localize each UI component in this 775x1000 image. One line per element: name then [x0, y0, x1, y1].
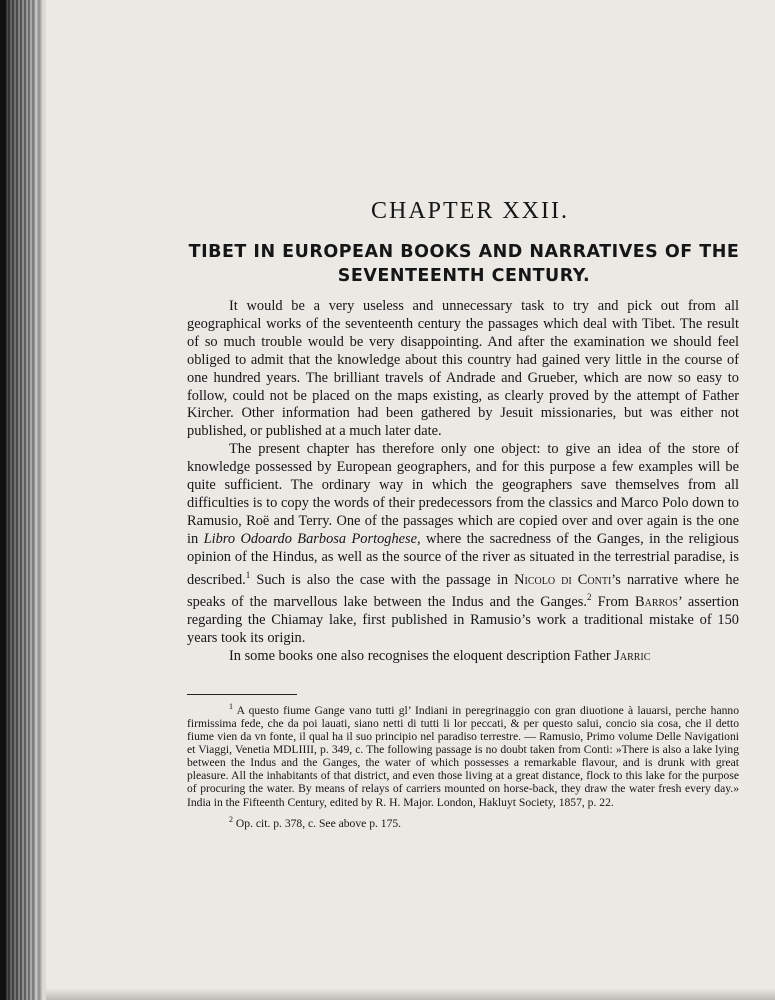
book-page-edges — [0, 0, 46, 1000]
footnote-1-marker: 1 — [229, 702, 233, 711]
body-text — [187, 298, 739, 666]
paragraph-2-text: , where the sacredness of the Ganges, in the religious opinion of the Hindus, as well as the source of the river as situated in the terrestrial paradise, is described. — [187, 530, 740, 588]
footnote-2-text: Op. cit. p. 378, c. See above p. 175. — [233, 816, 402, 830]
footnote-2-marker: 2 — [229, 814, 233, 824]
paragraph-2-text: From — [591, 594, 635, 611]
paragraph-2-text: Such is also the case with the passage in — [250, 571, 515, 588]
chapter-heading: CHAPTER XXII. — [371, 198, 569, 224]
author-name-jarric: Jarric — [614, 647, 651, 664]
footnote-divider — [187, 694, 297, 695]
paragraph-3-text: In some books one also recognises the eloquent description Father — [229, 647, 615, 664]
paragraph-2-text: ’ assertion regarding the Chiamay lake, first published in Ramusio’s work a traditional mistake of 150 years took its origin. — [187, 594, 739, 646]
footnote-ref-1[interactable]: 1 — [245, 569, 251, 580]
paragraph-2-text: The present chapter has therefore only one object: to give an idea of the store of knowledge possessed by European geographers, and for this purpose a few examples will be quite sufficient. The ordinary way in which the geographers save themselves from all difficulties is to copy the words of their predecessors from the classics and Marco Polo down to Ramusio, Roë and Terry. One of the passages which are copied over and over again is the one in — [187, 441, 739, 547]
chapter-title: TIBET IN EUROPEAN BOOKS AND NARRATIVES OF THE SEVENTEENTH CENTURY. — [188, 242, 740, 286]
footnote-1 — [187, 700, 739, 809]
author-name-barros: Barros — [635, 594, 678, 611]
paragraph-2-text: ’s narrative where he speaks of the marvellous lake between the Indus and the Ganges. — [187, 571, 740, 611]
paragraph-1: It would be a very useless and unnecessary task to try and pick out from all geographical works of the seventeenth century the passages which deal with Tibet. The result of so much trouble would be very disappointing. And after the examination we should feel obliged to admit that the knowledge about this country had gained very little in the course of one hundred years. The brilliant travels of Andrade and Grueber, which are now so easy to follow, could not be placed on the maps existing, as clearly proved by the attempt of Father Kircher. Other information had been gathered by Jesuit missionaries, but was either not published, or published at a much later date. — [187, 298, 739, 440]
footnote-2 — [187, 813, 739, 830]
paragraph-2 — [187, 441, 739, 648]
author-name-conti: Nicolo di Conti — [514, 571, 612, 588]
page-bottom-shadow — [46, 988, 775, 1000]
footnote-ref-2[interactable]: 2 — [587, 592, 592, 603]
paragraph-3 — [187, 648, 739, 666]
footnotes — [187, 700, 739, 830]
footnote-1-text: A questo fiume Gange vano tutti gl’ Indiani in peregrinaggio con gran diuotione à lauarsi, perche hanno firmissima fede, che da poi lauati, siano netti di tutti li lor peccati, & per questo salui, concio sia cosa, che il detto fiume vien da vn fonte, il qual ha il suo principio nel paradiso terrestre. — Ramusio, Primo volume Delle Navigationi et Viaggi, Venetia MDLIIII, p. 349, c. The following passage is no doubt taken from Conti: »There is also a lake lying between the Indus and the Ganges, the water of which possesses a remarkable flavour, and is drunk with great pleasure. All the inhabitants of that district, and even those living at a great distance, flock to this lake for the purpose of procuring the water. By means of relays of carriers mounted on horse-back, they draw the water fresh every day.» India in the Fifteenth Century, edited by R. H. Major. London, Hakluyt Society, 1857, p. 22. — [187, 703, 739, 809]
book-title-italic: Libro Odoardo Barbosa Portoghese — [203, 530, 418, 547]
